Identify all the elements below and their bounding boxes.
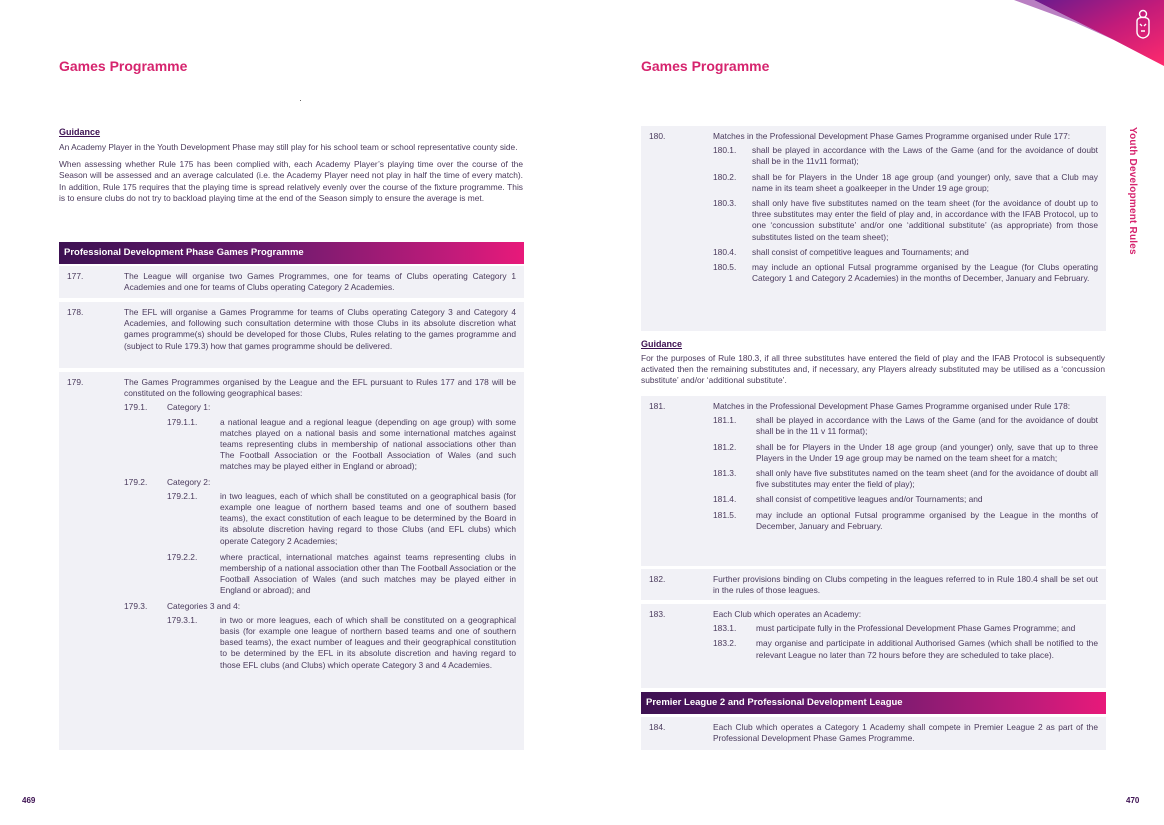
rule-text: Matches in the Professional Development Phase Games Programme organised under Rule 177: [713, 131, 1071, 141]
rule-number: 177. [67, 271, 84, 281]
guidance-paragraph: When assessing whether Rule 175 has been complied with, each Academy Player’s playing time over the course of the Season will be assessed and an average calculated (i.e. the Academy Player need not play in half the time of every match). In addition, Rule 175 requires that the playing time is spread relatively evenly over the course of the fixture programme. This is to ensure clubs do not try to backload playing time at the end of the Season simply to ensure the average is met. [59, 159, 523, 203]
rule-180 [641, 126, 1106, 331]
subrule-text: shall consist of competitive leagues and Tournaments; and [752, 246, 969, 257]
rule-184 [641, 717, 1106, 750]
subrule-text: Category 2: [167, 476, 211, 487]
subrule-text: in two or more leagues, each of which shall be constituted on a geographical basis (for example one league of northern based teams and one of southern based teams), the exact number of leagues and their geographical constitution to be determined by the EFL in its absolute discretion and having regard to those EFL clubs (and Clubs) which operate Category 3 and 4 Academies. [220, 614, 516, 670]
rule-text: The Games Programmes organised by the League and the EFL pursuant to Rules 177 and 178 will be constituted on the following geographical bases: [124, 377, 516, 399]
rule-number: 184. [649, 722, 666, 732]
subrule-number: 183.1. [713, 623, 737, 634]
subrule-number: 181.3. [713, 468, 737, 479]
subrule-text: shall be played in accordance with the Laws of the Game (and for the avoidance of doubt shall be in the 11 v 11 format); [756, 415, 1098, 437]
rule-183 [641, 604, 1106, 688]
rule-text: Matches in the Professional Development Phase Games Programme organised under Rule 178: [713, 401, 1071, 411]
dot-mark [300, 100, 301, 101]
subrule-number: 181.1. [713, 415, 737, 426]
right-page-number: 470 [1126, 796, 1140, 805]
rule-182 [641, 569, 1106, 600]
subrule-number: 179.1. [124, 402, 148, 413]
subrule-number: 179.2.1. [167, 490, 198, 501]
subrule-text: where practical, international matches against teams representing clubs in membership of a national association other than The Football Association or the Football Association of Wales (and such matches may be played either in England or abroad); and [220, 551, 516, 596]
subrule-text: shall be played in accordance with the Laws of the Game (and for the avoidance of doubt shall be in the 11v11 format); [752, 145, 1098, 167]
subrule-text: shall consist of competitive leagues and/or Tournaments; and [756, 494, 983, 505]
subrule-number: 179.2.2. [167, 551, 198, 562]
right-section-header: Premier League 2 and Professional Development League [641, 692, 1106, 714]
rule-text: The EFL will organise a Games Programme for teams of Clubs operating Category 3 and Category 4 Academies, and following such consultation determine with those Clubs in its absolute discretion what games programme(s) should be developed for those Clubs, Rules relating to the games programme and (subject to Rule 179.3) how that games programme should be delivered. [124, 307, 516, 351]
subrule-text: a national league and a regional league (depending on age group) with some matches played on a national basis and some international matches against teams representing clubs in membership of national associations other than The Football Association or the Football Association of Wales (and such matches may be played either in England or abroad); [220, 416, 516, 472]
subrule-number: 180.1. [713, 145, 737, 156]
rule-181 [641, 396, 1106, 566]
subrule-number: 181.4. [713, 494, 737, 505]
right-guidance-title: Guidance [641, 339, 683, 349]
rule-text: The League will organise two Games Programmes, one for teams of Clubs operating Category 1 Academies and one for teams of Clubs operating Category 2 Academies. [124, 271, 516, 293]
subrule-text: shall only have five substitutes named on the team sheet (for the avoidance of doubt up to three substitutes may enter the field of play and, in accordance with the IFAB Protocol, up to one ‘concussion substitute’ and/or one ‘additional substitute’ (as appropriate) from those substitutes listed on the team sheet); [752, 198, 1098, 242]
subrule-number: 180.4. [713, 246, 737, 257]
rule-text: Further provisions binding on Clubs competing in the leagues referred to in Rule 180.4 shall be set out in the rules of those leagues. [713, 574, 1098, 596]
subrule-text: Categories 3 and 4: [167, 600, 241, 611]
rule-number: 179. [67, 377, 84, 387]
subrule-number: 181.5. [713, 509, 737, 520]
subrule-text: must participate fully in the Professional Development Phase Games Programme; and [756, 623, 1076, 634]
subrule-text: shall be for Players in the Under 18 age group (and younger) only, save that a Club may name in its team sheet a goalkeeper in the Under 19 age group; [752, 171, 1098, 193]
side-section-label: Youth Development Rules [1127, 127, 1138, 255]
subrule-text: in two leagues, each of which shall be constituted on a geographical basis (for example one league of northern based teams and one of southern based teams), the exact constitution of each league to be determined by the Board in its absolute discretion having regard to those Clubs (and EFL clubs) which operate Category 2 Academies; [220, 490, 516, 546]
corner-brand-stripe [1014, 0, 1164, 70]
subrule-number: 179.1.1. [167, 416, 198, 427]
rule-text: Each Club which operates an Academy: [713, 609, 862, 619]
rule-177 [59, 266, 524, 298]
rule-179 [59, 372, 524, 750]
rule-178 [59, 302, 524, 368]
subrule-number: 181.2. [713, 441, 737, 452]
left-page-title: Games Programme [59, 58, 188, 74]
subrule-number: 179.2. [124, 476, 148, 487]
right-guidance-text: For the purposes of Rule 180.3, if all three substitutes have entered the field of play and the IFAB Protocol is subsequently activated then the remaining substitutes and, if necessary, any Players already substituted may be utilised as a ‘concussion substitute’ and/or ‘additional substitute’. [641, 353, 1105, 386]
left-guidance-text [59, 142, 523, 210]
subrule-number: 179.3.1. [167, 614, 198, 625]
subrule-text: shall only have five substitutes named on the team sheet (and for the avoidance of doubt all five substitutes may enter the field of play); [756, 468, 1098, 490]
subrule-text: Category 1: [167, 402, 211, 413]
subrule-number: 179.3. [124, 600, 148, 611]
left-section-header: Professional Development Phase Games Programme [59, 242, 524, 264]
subrule-text: shall be for Players in the Under 18 age group (and younger) only, save that up to three Players in the Under 19 age group may be named on the team sheet for a match; [756, 441, 1098, 463]
guidance-paragraph: An Academy Player in the Youth Development Phase may still play for his school team or school representative county side. [59, 142, 518, 152]
subrule-text: may organise and participate in additional Authorised Games (which shall be notified to the relevant League no later than 72 hours before they are scheduled to take place). [756, 638, 1098, 660]
rule-number: 178. [67, 307, 84, 317]
subrule-number: 180.3. [713, 198, 737, 209]
subrule-text: may include an optional Futsal programme organised by the League (for Clubs operating Category 1 and Category 2 Academies) in the months of December, January and February. [752, 262, 1098, 284]
left-page-number: 469 [22, 796, 36, 805]
right-page-title: Games Programme [641, 58, 770, 74]
rule-number: 181. [649, 401, 666, 411]
subrule-number: 183.2. [713, 638, 737, 649]
rule-number: 182. [649, 574, 666, 584]
left-guidance-title: Guidance [59, 127, 101, 137]
rule-number: 183. [649, 609, 666, 619]
subrule-number: 180.5. [713, 262, 737, 273]
rule-text: Each Club which operates a Category 1 Academy shall compete in Premier League 2 as part of the Professional Development Phase Games Programme. [713, 722, 1098, 744]
subrule-number: 180.2. [713, 171, 737, 182]
rule-number: 180. [649, 131, 666, 141]
subrule-text: may include an optional Futsal programme organised by the League in the months of December, January and February. [756, 509, 1098, 531]
